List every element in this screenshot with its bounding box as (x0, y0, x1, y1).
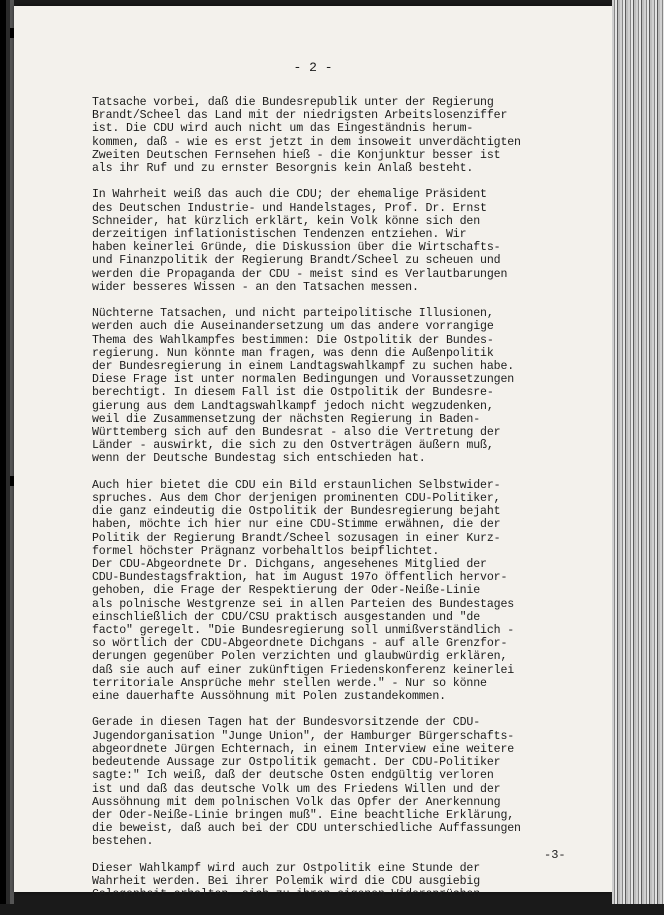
text-line: wenn der Deutsche Bundestag sich entschieden hat. (92, 452, 426, 466)
text-line: derzeitigen inflationistischen Tendenzen entziehen. Wir (92, 228, 467, 242)
text-line: Aussöhnung mit dem polnischen Volk das Opfer der Anerkennung (92, 795, 501, 809)
text-line: Diese Frage ist unter normalen Bedingungen und Voraussetzungen (92, 373, 515, 387)
text-line: In Wahrheit weiß das auch die CDU; der ehemalige Präsident (92, 188, 487, 202)
text-line: wider besseres Wissen - an den Tatsachen messen. (92, 280, 419, 294)
text-line: Zweiten Deutschen Fernsehen hieß - die Konjunktur besser ist (92, 148, 501, 162)
text-line: berechtigt. In diesem Fall ist die Ostpolitik der Bundesre- (92, 386, 494, 400)
text-line: Jugendorganisation "Junge Union", der Hamburger Bürgerschafts- (92, 729, 515, 743)
text-line: CDU-Bundestagsfraktion, hat im August 197o öffentlich hervor- (92, 571, 508, 585)
text-line: Nüchterne Tatsachen, und nicht parteipolitische Illusionen, (92, 307, 494, 321)
paragraph (92, 862, 592, 902)
text-line: gierung aus dem Landtagswahlkampf jedoch nicht wegzudenken, (92, 399, 494, 413)
text-line: als ihr Ruf und zu ernster Besorgnis kein Anlaß besteht. (92, 162, 474, 176)
text-line: Politik der Regierung Brandt/Scheel sozusagen in einer Kurz- (92, 531, 501, 545)
text-line: daß sie auch auf einer zukünftigen Friedenskonferenz keinerlei (92, 663, 515, 677)
text-line: weil die Zusammensetzung der nächsten Regierung in Baden- (92, 412, 481, 426)
paragraph (92, 716, 592, 848)
text-line: territoriale Ansprüche mehr stellen werde." - Nur so könne (92, 676, 487, 690)
text-line: abgeordnete Jürgen Echternach, in einem Interview eine weitere (92, 742, 515, 756)
text-line: Wahrheit werden. Bei ihrer Polemik wird die CDU ausgiebig (92, 874, 481, 888)
text-line: werden die Propaganda der CDU - meist sind es Verlautbarungen (92, 267, 508, 281)
text-line: und Finanzpolitik der Regierung Brandt/Scheel zu scheuen und (92, 254, 501, 268)
scan-right-edge (612, 0, 664, 904)
text-line: des Deutschen Industrie- und Handelstages, Prof. Dr. Ernst (92, 201, 487, 215)
text-line: Dieser Wahlkampf wird auch zur Ostpolitik eine Stunde der (92, 861, 481, 875)
text-line: Gerade in diesen Tagen hat der Bundesvorsitzende der CDU- (92, 716, 481, 730)
text-line: Gelegenheit erhalten, sich zu ihren eigenen Widersprüchen (92, 888, 481, 902)
text-line: Der CDU-Abgeordnete Dr. Dichgans, angesehenes Mitglied der (92, 558, 487, 572)
text-line: einschließlich der CDU/CSU praktisch ausgestanden und "de (92, 610, 481, 624)
text-line: werden auch die Auseinandersetzung um das andere vorrangige (92, 320, 494, 334)
text-line: ist und daß das deutsche Volk um des Friedens Willen und der (92, 782, 501, 796)
page-number-bottom: -3- (544, 848, 566, 862)
text-line: Schneider, hat kürzlich erklärt, kein Volk könne sich den (92, 214, 481, 228)
text-line: die beweist, daß auch bei der CDU unterschiedliche Auffassungen (92, 822, 521, 836)
paragraph (92, 307, 592, 465)
paragraph (92, 479, 592, 703)
text-line: Tatsache vorbei, daß die Bundesrepublik unter der Regierung (92, 96, 494, 109)
text-line: die ganz eindeutig die Ostpolitik der Bundesregierung bejaht (92, 505, 501, 519)
text-line: ist. Die CDU wird auch nicht um das Eingeständnis herum- (92, 122, 474, 136)
text-line: regierung. Nun könnte man fragen, was denn die Außenpolitik (92, 346, 494, 360)
text-line: haben, möchte ich hier nur eine CDU-Stimme erwähnen, die der (92, 518, 501, 532)
text-line: bedeutende Aussage zur Ostpolitik gemacht. Der CDU-Politiker (92, 756, 501, 770)
text-line: Brandt/Scheel das Land mit der niedrigsten Arbeitslosenziffer (92, 109, 508, 123)
page-number-top: - 2 - (293, 60, 333, 75)
text-line: bestehen. (92, 835, 154, 849)
text-line: so wörtlich der CDU-Abgeordnete Dichgans - auf alle Grenzfor- (92, 637, 508, 651)
text-line: spruches. Aus dem Chor derjenigen prominenten CDU-Politiker, (92, 492, 501, 506)
text-line: facto" geregelt. "Die Bundesregierung soll unmißverständlich - (92, 624, 515, 638)
text-line: Auch hier bietet die CDU ein Bild erstaunlichen Selbstwider- (92, 478, 501, 492)
paragraph (92, 188, 592, 294)
text-line: Württemberg sich auf den Bundesrat - also die Vertretung der (92, 426, 501, 440)
text-line: der Bundesregierung in einem Landtagswahlkampf zu suchen habe. (92, 360, 515, 374)
text-line: Thema des Wahlkampfes bestimmen: Die Ostpolitik der Bundes- (92, 333, 494, 347)
text-line: derungen gegenüber Polen verzichten und glaubwürdig erklären, (92, 650, 508, 664)
text-line: als polnische Westgrenze sei in allen Parteien des Bundestages (92, 597, 515, 611)
document-page (14, 6, 612, 902)
text-line: formel höchster Prägnanz vorbehaltlos beipflichtet. (92, 544, 440, 558)
text-line: eine dauerhafte Aussöhnung mit Polen zustandekommen. (92, 690, 446, 704)
text-line: der Oder-Neiße-Linie bringen muß". Eine beachtliche Erklärung, (92, 808, 515, 822)
text-line: haben keinerlei Gründe, die Diskussion über die Wirtschafts- (92, 241, 501, 255)
text-line: sagte:" Ich weiß, daß der deutsche Osten endgültig verloren (92, 769, 494, 783)
text-line: gehoben, die Frage der Respektierung der Oder-Neiße-Linie (92, 584, 481, 598)
scan-left-edge (0, 0, 14, 904)
body-text (92, 96, 592, 915)
text-line: Länder - auswirkt, die sich zu den Ostverträgen äußern muß, (92, 439, 494, 453)
text-line: kommen, daß - wie es erst jetzt in dem insoweit unverdächtigten (92, 135, 521, 149)
paragraph (92, 96, 592, 175)
